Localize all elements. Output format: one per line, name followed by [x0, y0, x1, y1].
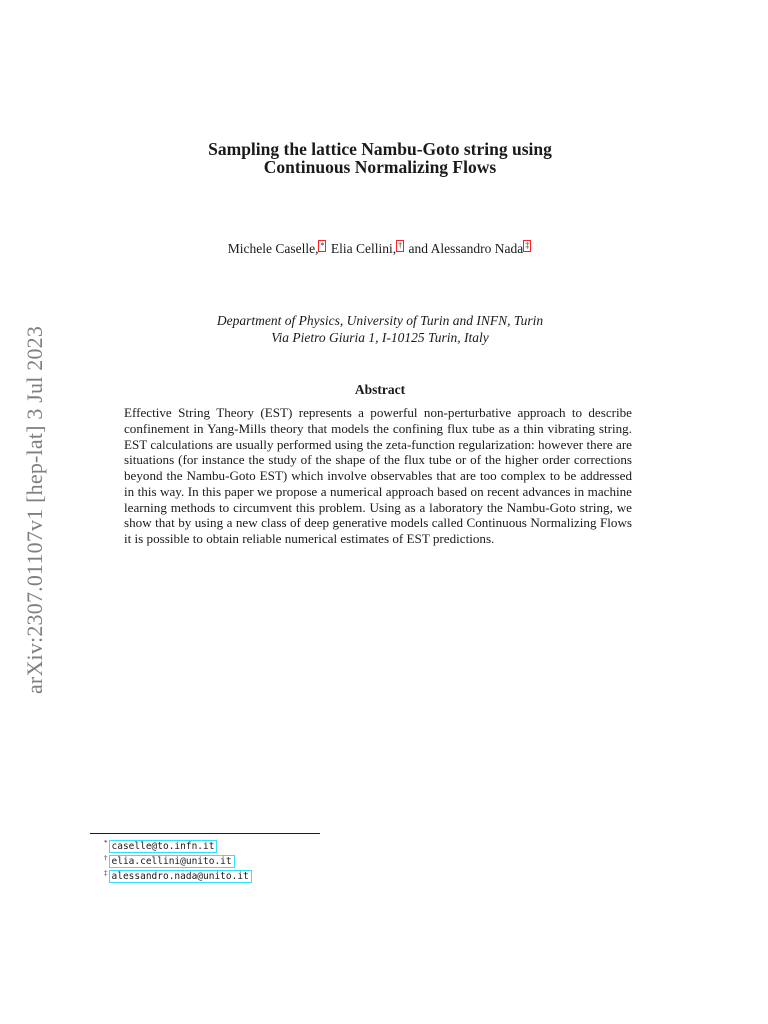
footnote-symbol: *: [104, 839, 108, 847]
footnote-item: [104, 851, 252, 866]
footnote-rule: [90, 833, 320, 834]
paper-title-line-1: Sampling the lattice Nambu-Goto string using: [208, 139, 552, 159]
footnote-symbol: †: [104, 854, 108, 862]
author-list: [130, 240, 630, 257]
affiliation-line-1: Department of Physics, University of Turin and INFN, Turin: [216, 313, 544, 328]
abstract-heading: Abstract: [354, 382, 406, 397]
arxiv-identifier: arXiv:2307.01107v1 [hep-lat] 3 Jul 2023: [22, 325, 47, 695]
footnote-symbol: ‡: [104, 869, 108, 877]
abstract-text: Effective String Theory (EST) represents a powerful non-perturbative approach to describe confinement in Yang-Mills theory that models the confining flux tube as a thin vibrating string. EST calculations are usually performed using the zeta-function regularization: however there are situations (for instance the study of the shape of the flux tube or of the higher order corrections beyond the Nambu-Goto EST) which involve observables that are too complex to be addressed in this way. In this paper we propose a numerical approach based on recent advances in machine learning methods to circumvent this problem. Using as a laboratory the Nambu-Goto string, we show that by using a new class of deep generative models called Continuous Normalizing Flows it is possible to obtain reliable numerical estimates of EST predictions.: [124, 405, 632, 546]
footnotes: [104, 836, 252, 881]
paper-title-line-2: Continuous Normalizing Flows: [263, 157, 497, 177]
affiliation-line-2: Via Pietro Giuria 1, I-10125 Turin, Italy: [271, 330, 489, 345]
email-link[interactable]: alessandro.nada@unito.it: [109, 870, 252, 883]
author-name: Alessandro Nada: [430, 241, 524, 256]
email-link[interactable]: caselle@to.infn.it: [109, 840, 218, 853]
author-footnote-link[interactable]: †: [398, 241, 403, 250]
footnote-item: [104, 866, 252, 881]
author-name: Michele Caselle,: [227, 241, 319, 256]
footnote-item: [104, 836, 252, 851]
author-footnote-link[interactable]: ‡: [525, 241, 530, 250]
author-name: Elia Cellini,: [330, 241, 397, 256]
author-footnote-link[interactable]: *: [320, 241, 325, 250]
author-separator: and: [405, 241, 431, 256]
email-link[interactable]: elia.cellini@unito.it: [109, 855, 235, 868]
